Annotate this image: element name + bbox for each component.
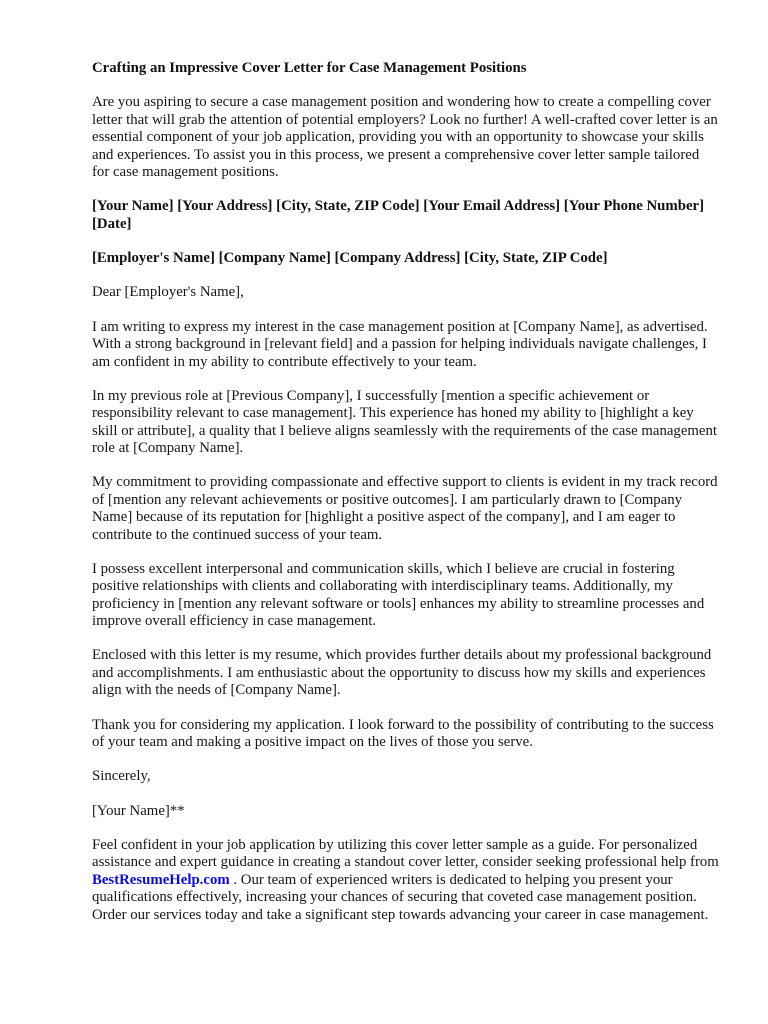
recipient-placeholder-block: [Employer's Name] [Company Name] [Company Address] [City, State, ZIP Code] [92,250,608,266]
body-paragraph-3: My commitment to providing compassionate and effective support to clients is evident in my track record of [mention any relevant achievements or positive outcomes]. I am particularly drawn to [Company Name] because of its reputation for [highlight a positive aspect of the company], and I am eager to contribute to the continued success of your team. [92,474,718,543]
bestresumehelp-link[interactable]: BestResumeHelp.com [92,871,230,888]
body-paragraph-1: I am writing to express my interest in the case management position at [Company Name], as advertised. With a strong background in [relevant field] and a passion for helping individuals navigate challenges, I am confident in my ability to contribute effectively to your team. [92,318,708,370]
salutation: Dear [Employer's Name], [92,284,244,301]
footer-text-after-link: . Our team of experienced writers is dedicated to helping you present your qualifications effectively, increasing your chances of securing that coveted case management position. Order our services today and take a significant step towards advancing your career in case management. [92,871,709,923]
footer-paragraph [92,837,720,924]
body-paragraph-4: I possess excellent interpersonal and communication skills, which I believe are crucial in fostering positive relationships with clients and collaborating with interdisciplinary teams. Additionally, my proficiency in [mention any relevant software or tools] enhances my ability to streamline processes and improve overall efficiency in case management. [92,560,705,629]
footer-text-before-link: Feel confident in your job application by utilizing this cover letter sample as a guide. For personalized assistance and expert guidance in creating a standout cover letter, consider seeking professional help from [92,837,719,871]
sender-placeholder-block: [Your Name] [Your Address] [City, State, ZIP Code] [Your Email Address] [Your Phone Number] [Date] [92,198,705,232]
closing: Sincerely, [92,768,151,785]
cover-letter-document [92,60,720,924]
signature-placeholder: [Your Name]** [92,802,185,819]
body-paragraph-2: In my previous role at [Previous Company], I successfully [mention a specific achievement or responsibility relevant to case management]. This experience has honed my ability to [highlight a key skill or attribute], a quality that I believe aligns seamlessly with the requirements of the case management role at [Company Name]. [92,387,717,456]
intro-paragraph: Are you aspiring to secure a case management position and wondering how to create a compelling cover letter that will grab the attention of potential employers? Look no further! A well-crafted cover letter is an essential component of your job application, providing you with an opportunity to showcase your skills and experiences. To assist you in this process, we present a comprehensive cover letter sample tailored for case management positions. [92,94,718,180]
body-paragraph-6: Thank you for considering my application. I look forward to the possibility of contributing to the success of your team and making a positive impact on the lives of those you serve. [92,716,714,750]
body-paragraph-5: Enclosed with this letter is my resume, which provides further details about my professional background and accomplishments. I am enthusiastic about the opportunity to discuss how my skills and experiences align with the needs of [Company Name]. [92,647,712,699]
document-title: Crafting an Impressive Cover Letter for Case Management Positions [92,60,527,76]
